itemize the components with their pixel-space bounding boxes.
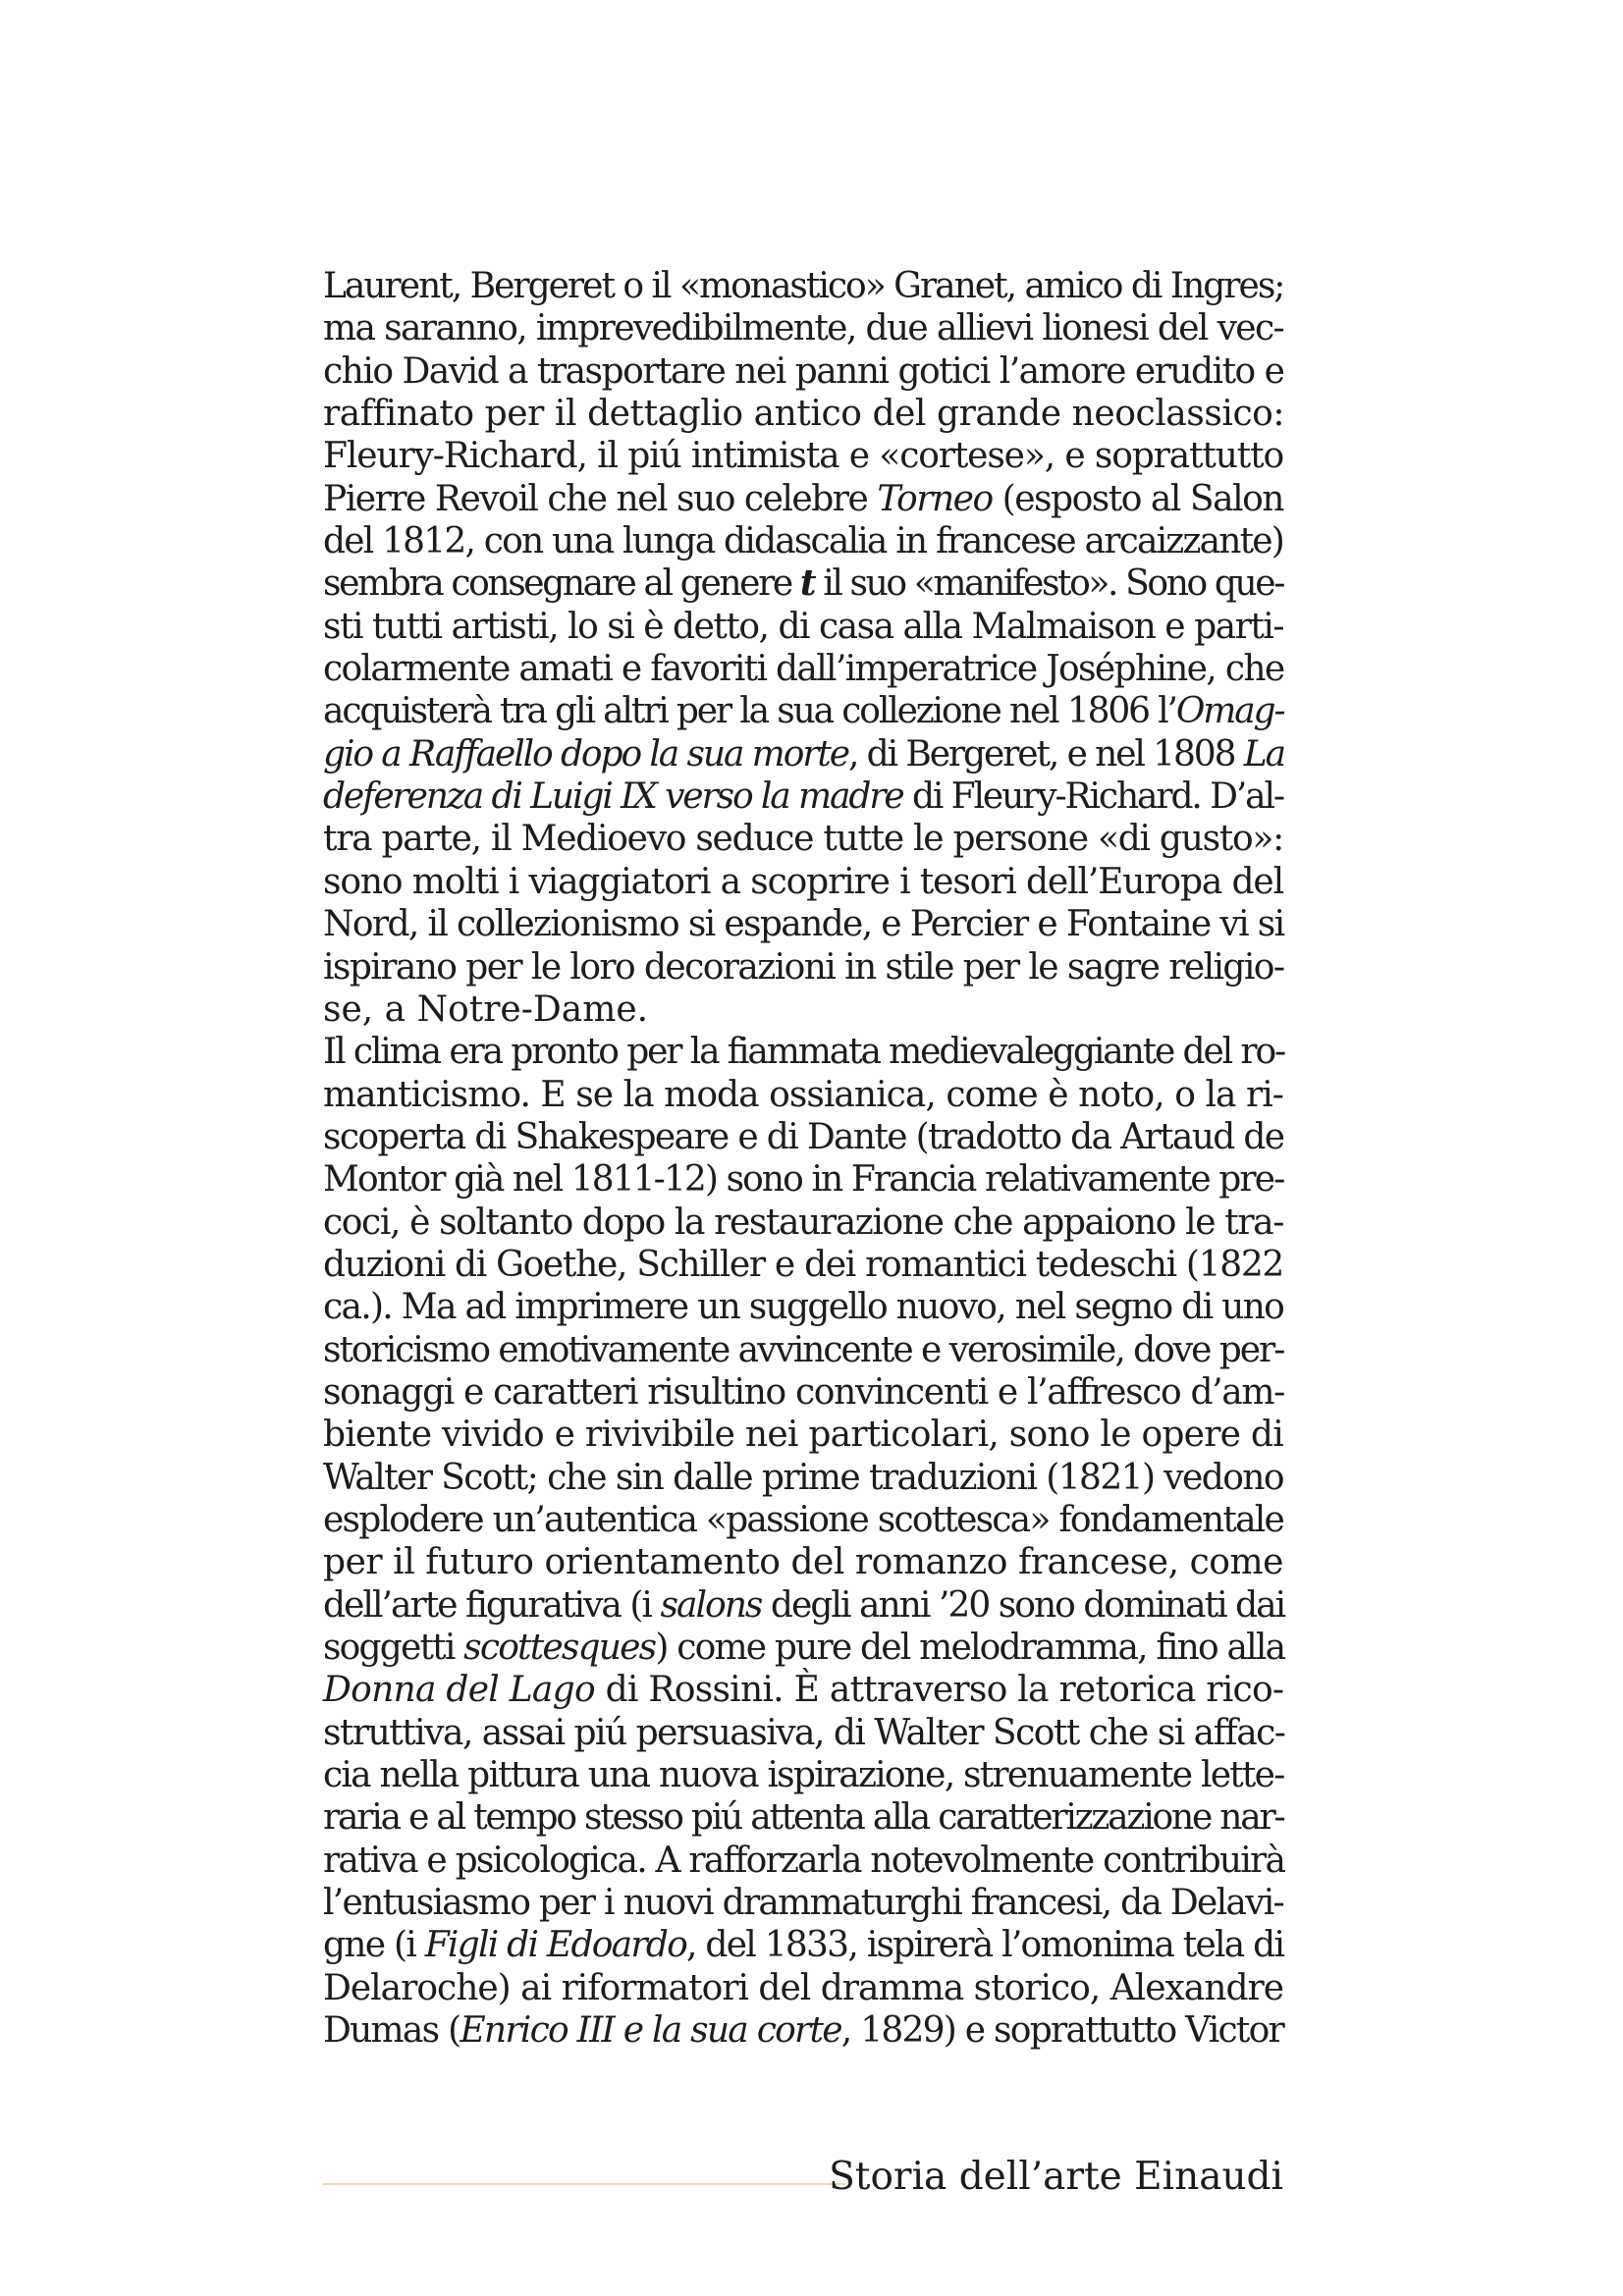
text-line	[323, 606, 1283, 648]
text-segment: Fleury-Richard, il piú intimista e «cortese», e soprattutto	[323, 436, 1283, 477]
italic-segment: Omag-	[1175, 691, 1284, 732]
text-segment: Pierre Revoil che nel suo celebre	[323, 478, 878, 519]
text-segment: Nord, il collezionismo si espande, e Percier e Fontaine vi si	[323, 904, 1284, 945]
italic-segment: Enrico III e la sua corte	[460, 2010, 841, 2052]
text-segment: (esposto al Salon	[992, 478, 1283, 519]
text-line	[323, 478, 1283, 520]
text-segment: di Fleury-Richard. D’al-	[902, 776, 1283, 818]
italic-segment: deferenza di Luigi IX verso la madre	[323, 776, 903, 818]
text-segment: Dumas (	[323, 2010, 460, 2052]
text-segment: storicismo emotivamente avvincente e verosimile, dove per-	[323, 1329, 1284, 1370]
text-segment: Laurent, Bergeret o il «monastico» Granet, amico di Ingres;	[323, 266, 1284, 306]
text-line	[323, 733, 1283, 775]
bold-italic-segment: t	[799, 562, 815, 605]
italic-segment: salons	[660, 1584, 762, 1626]
text-line	[323, 1967, 1283, 2009]
text-line	[323, 946, 1283, 988]
text-line	[323, 861, 1283, 903]
text-line	[323, 818, 1283, 860]
text-line	[323, 648, 1283, 690]
text-segment: il suo «manifesto». Sono que-	[814, 563, 1283, 605]
text-segment: Walter Scott; che sin dalle prime traduzioni (1821) vedono	[323, 1457, 1283, 1498]
text-segment: cia nella pittura una nuova ispirazione, strenuamente lette-	[323, 1755, 1284, 1796]
text-segment: ) come pure del melodramma, fino alla	[655, 1628, 1285, 1668]
text-line	[323, 1116, 1283, 1158]
text-line	[323, 1371, 1283, 1414]
text-line	[323, 1796, 1283, 1839]
text-line	[323, 1414, 1283, 1456]
italic-segment: Figli di Edoardo	[424, 1925, 687, 1966]
text-line	[323, 690, 1283, 732]
text-line	[323, 775, 1283, 818]
text-segment: rativa e psicologica. A rafforzarla notevolmente contribuirà	[323, 1840, 1285, 1881]
text-line	[323, 1074, 1283, 1116]
text-segment: ma saranno, imprevedibilmente, due allievi lionesi del vec-	[323, 308, 1283, 349]
text-line	[323, 903, 1283, 945]
text-line	[323, 1627, 1283, 1669]
body-text	[323, 265, 1283, 2052]
italic-segment: Torneo	[877, 478, 993, 519]
italic-segment: scottesques	[463, 1628, 656, 1668]
text-line	[323, 393, 1283, 435]
text-segment: per il futuro orientamento del romanzo francese, come	[323, 1542, 1283, 1583]
text-segment: dell’arte figurativa (i	[323, 1584, 661, 1626]
text-segment: Montor già nel 1811-12) sono in Francia relativamente pre-	[323, 1159, 1284, 1201]
text-segment: , 1829) e soprattutto Victor	[840, 2010, 1283, 2052]
text-segment: manticismo. E se la moda ossianica, come è noto, o la ri-	[323, 1074, 1283, 1115]
text-line	[323, 1840, 1283, 1882]
text-line	[323, 1584, 1283, 1627]
text-line	[323, 1712, 1283, 1754]
text-line	[323, 1457, 1283, 1499]
text-segment: acquisterà tra gli altri per la sua collezione nel 1806 l’	[323, 691, 1176, 732]
text-line	[323, 1201, 1283, 1244]
footer-title: Storia dell’arte Einaudi	[829, 2155, 1283, 2199]
text-line	[323, 265, 1283, 307]
text-line	[323, 1541, 1283, 1583]
text-line	[323, 1669, 1283, 1711]
text-segment: sonaggi e caratteri risultino convincenti e l’affresco d’am-	[323, 1371, 1284, 1413]
text-segment: struttiva, assai piú persuasiva, di Walter Scott che si affac-	[323, 1712, 1285, 1753]
text-line	[323, 1286, 1283, 1328]
text-segment: ca.). Ma ad imprimere un suggello nuovo, nel segno di uno	[323, 1287, 1284, 1328]
text-segment: sono molti i viaggiatori a scoprire i tesori dell’Europa del	[323, 861, 1283, 902]
text-segment: gne (i	[323, 1925, 425, 1966]
text-segment: chio David a trasportare nei panni gotici l’amore erudito e	[323, 350, 1284, 392]
text-line	[323, 1244, 1283, 1286]
text-segment: , di Bergeret, e nel 1808	[847, 733, 1244, 774]
text-segment: , del 1833, ispirerà l’omonima tela di	[686, 1925, 1284, 1966]
text-segment: sembra consegnare al genere	[323, 563, 800, 605]
text-segment: degli anni ’20 sono dominati dai	[761, 1584, 1285, 1626]
italic-segment: Donna del Lago	[323, 1670, 595, 1711]
text-segment: scoperta di Shakespeare e di Dante (tradotto da Artaud de	[323, 1116, 1284, 1157]
text-segment: Delaroche) ai riformatori del dramma storico, Alexandre	[323, 1967, 1284, 2008]
text-line	[323, 1754, 1283, 1796]
text-segment: biente vivido e rivivibile nei particolari, sono le opere di	[323, 1415, 1283, 1456]
text-line	[323, 988, 1283, 1031]
text-line	[323, 520, 1283, 562]
text-line	[323, 1882, 1283, 1924]
text-line	[323, 350, 1283, 393]
italic-segment: gio a Raffaello dopo la sua morte	[323, 733, 848, 774]
text-line	[323, 1924, 1283, 1966]
text-segment: duzioni di Goethe, Schiller e dei romantici tedeschi (1822	[323, 1244, 1284, 1285]
italic-segment: La	[1243, 733, 1284, 774]
text-line	[323, 435, 1283, 477]
text-segment: se, a Notre-Dame.	[323, 988, 649, 1030]
text-segment: l’entusiasmo per i nuovi drammaturghi francesi, da Delavi-	[323, 1883, 1283, 1924]
text-line	[323, 307, 1283, 349]
text-segment: coci, è soltanto dopo la restaurazione che appaiono le tra-	[323, 1201, 1283, 1243]
text-line	[323, 1158, 1283, 1201]
text-line	[323, 562, 1283, 605]
text-segment: sti tutti artisti, lo si è detto, di casa alla Malmaison e parti-	[323, 606, 1283, 647]
footer-rule	[323, 2183, 845, 2185]
text-segment: colarmente amati e favoriti dall’imperatrice Joséphine, che	[323, 649, 1284, 690]
text-segment: esplodere un’autentica «passione scottesca» fondamentale	[323, 1499, 1283, 1540]
text-segment: tra parte, il Medioevo seduce tutte le persone «di gusto»:	[323, 819, 1283, 860]
text-line	[323, 1499, 1283, 1541]
text-segment: raffinato per il dettaglio antico del grande neoclassico:	[323, 394, 1285, 435]
text-segment: di Rossini. È attraverso la retorica rico-	[594, 1670, 1284, 1711]
text-segment: soggetti	[323, 1628, 464, 1668]
text-line	[323, 1031, 1283, 1073]
text-segment: ispirano per le loro decorazioni in stile per le sagre religio-	[323, 946, 1284, 988]
text-segment: Il clima era pronto per la fiammata medievaleggiante del ro-	[323, 1032, 1285, 1073]
text-segment: raria e al tempo stesso piú attenta alla caratterizzazione nar-	[323, 1797, 1284, 1839]
text-line	[323, 1329, 1283, 1371]
text-segment: del 1812, con una lunga didascalia in francese arcaizzante)	[323, 521, 1283, 562]
text-line	[323, 2009, 1283, 2052]
